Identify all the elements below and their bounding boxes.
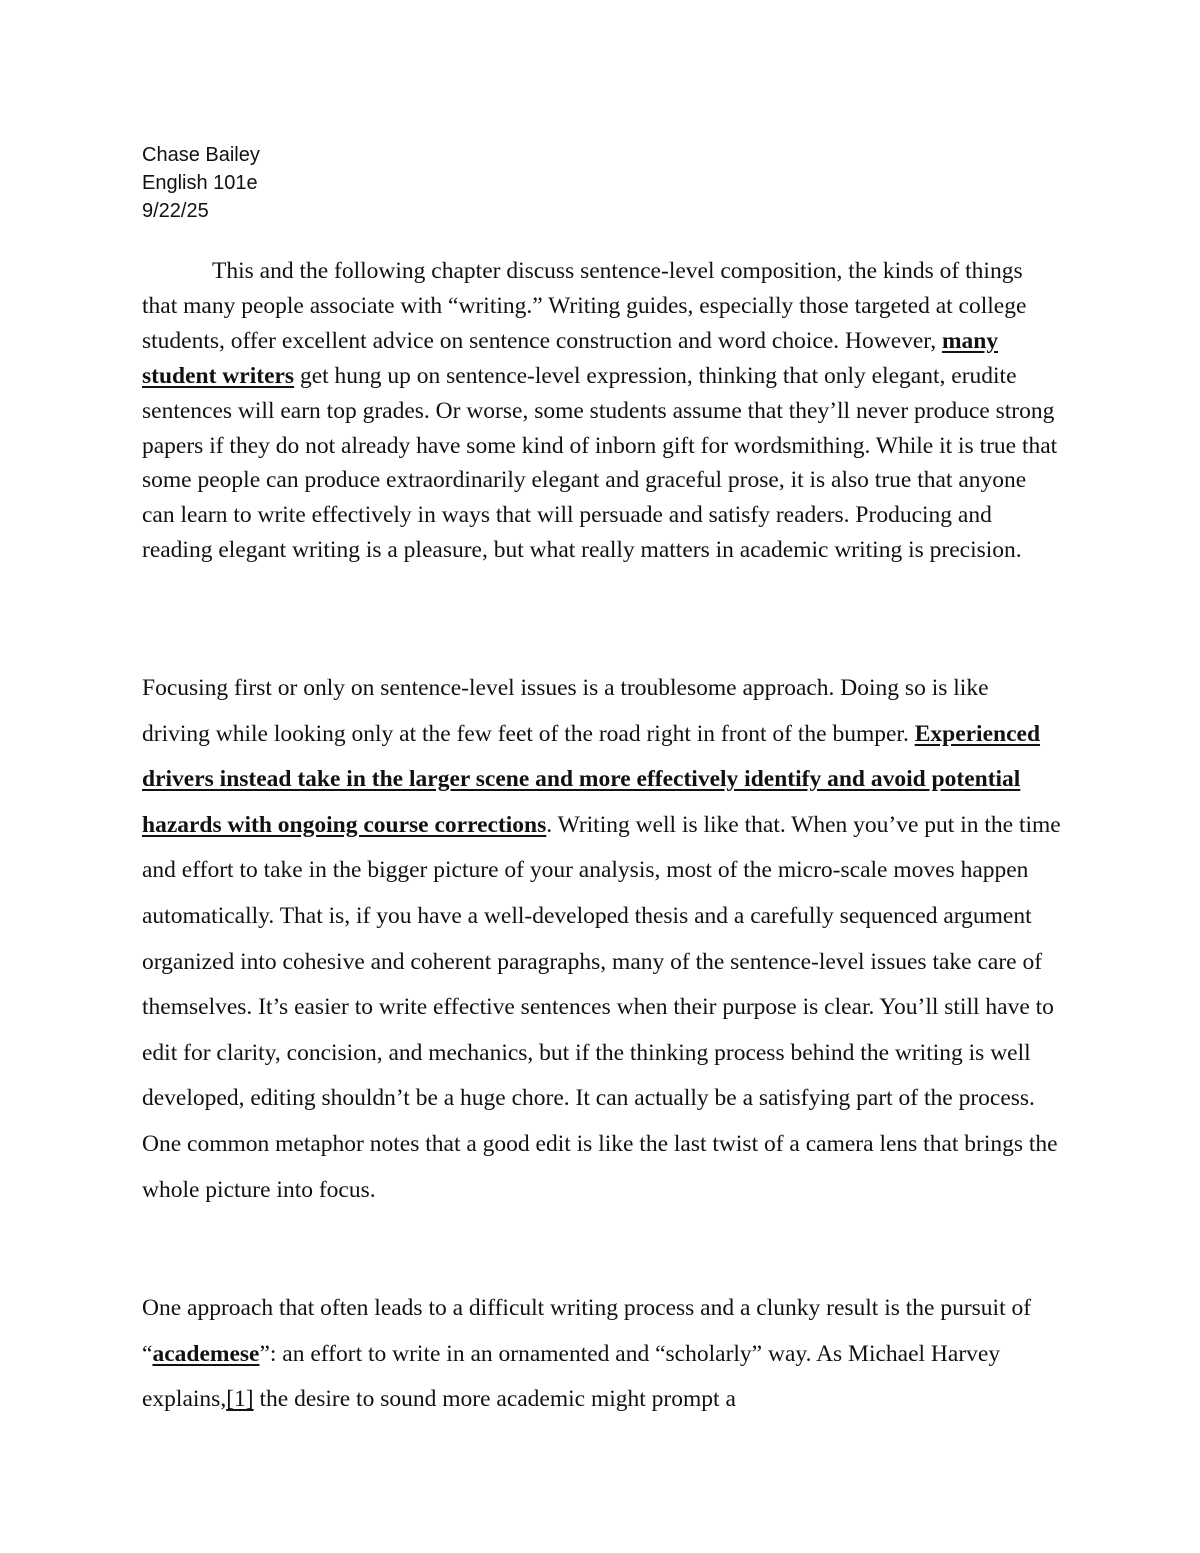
paragraph-1 [142, 254, 1062, 568]
course-name: English 101e [142, 172, 258, 194]
paragraph-2-text-end: . Writing well is like that. When you’ve put in the time and effort to take in the bigger picture of your analysis, most of the micro-scale moves happen automatically. That is, if you have a well-developed thesis and a carefully sequenced argument organized into cohesive and coherent paragraphs, many of the sentence-level issues take care of themselves. It’s easier to write effective sentences when their purpose is clear. You’ll still have to edit for clarity, concision, and mechanics, but if the thinking process behind the writing is well developed, editing shouldn’t be a huge chore. It can actually be a satisfying part of the process. One common metaphor notes that a good edit is like the last twist of a camera lens that brings the whole picture into focus. [142, 811, 1061, 1203]
paragraph-3-text-end: the desire to sound more academic might prompt a [253, 1386, 736, 1413]
paragraph-1-text-end: get hung up on sentence-level expression, thinking that only elegant, erudite sentences will earn top grades. Or worse, some students assume that they’ll never produce strong papers if they do not already have some kind of inborn gift for wordsmithing. While it is true that some people can produce extraordinarily elegant and graceful prose, it is also true that anyone can learn to write effectively in ways that will persuade and satisfy readers. Producing and reading elegant writing is a pleasure, but what really matters in academic writing is precision. [142, 362, 1058, 564]
paragraph-2-highlight: Experienced drivers instead take in the larger scene and more effectively identify and avoid potential hazards with ongoing course corrections [142, 720, 1041, 838]
paragraph-2 [142, 666, 1062, 1213]
paragraph-3 [142, 1286, 1062, 1423]
footnote-link[interactable]: [1] [226, 1386, 254, 1413]
paragraph-3-highlight: academese [152, 1340, 260, 1367]
paragraph-3-text-middle: ”: an effort to write in an ornamented and “scholarly” way. As Michael Harvey explains, [142, 1340, 1001, 1413]
document-date: 9/22/25 [142, 200, 209, 222]
paragraph-2-text-start: Focusing first or only on sentence-level issues is a troublesome approach. Doing so is like driving while looking only at the few feet of the road right in front of the bumper. [142, 675, 989, 747]
author-name: Chase Bailey [142, 144, 260, 166]
paragraph-1-text-start: This and the following chapter discuss sentence-level composition, the kinds of things that many people associate with “writing.” Writing guides, especially those targeted at college students, offer excellent advice on sentence construction and word choice. However, [142, 258, 1027, 354]
paragraph-3-text-start: One approach that often leads to a difficult writing process and a clunky result is the pursuit of “ [142, 1295, 1032, 1367]
paragraph-1-highlight: many student writers [142, 327, 999, 389]
document-header [142, 141, 260, 225]
